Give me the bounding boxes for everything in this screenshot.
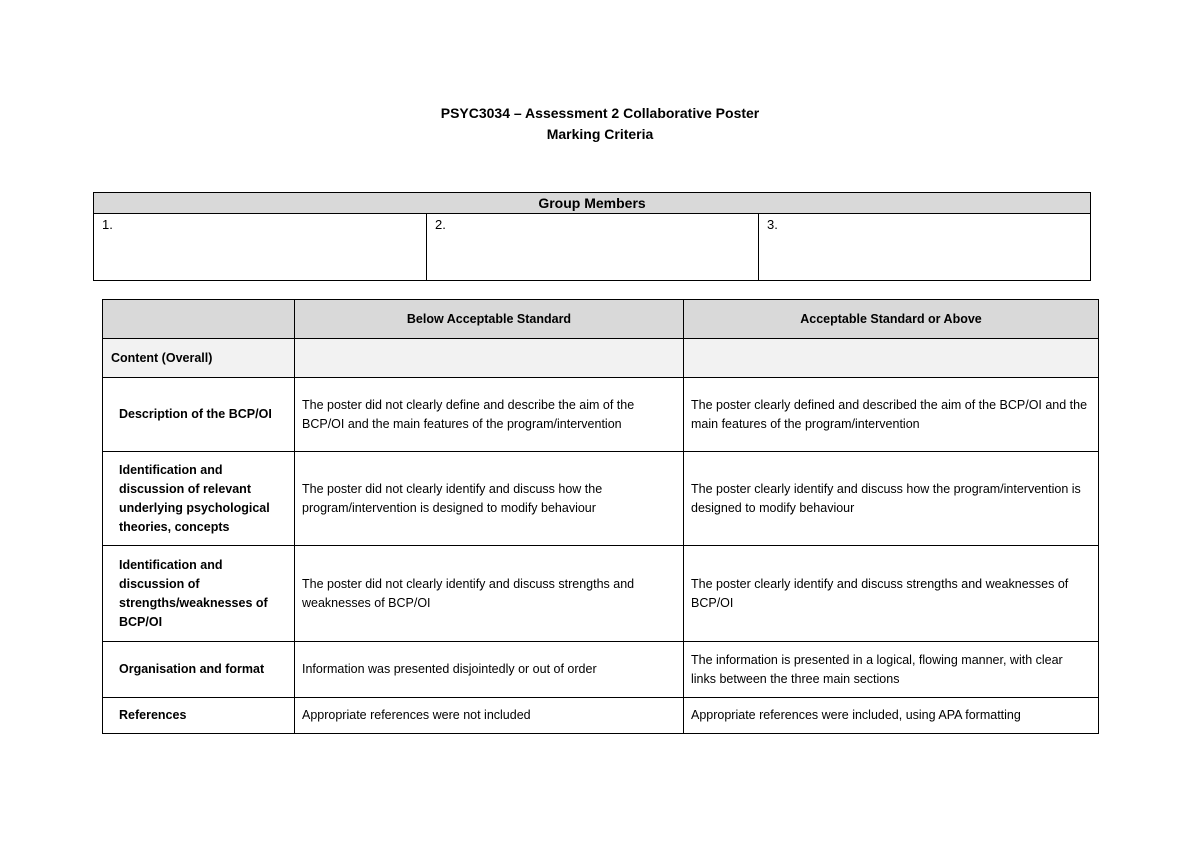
content-overall-below [295,339,684,378]
content-overall-label: Content (Overall) [103,339,295,378]
title-line-1: PSYC3034 – Assessment 2 Collaborative Poster [440,105,760,121]
above-standard-cell: The poster clearly identify and discuss strengths and weaknesses of BCP/OI [684,546,1099,642]
table-row [103,698,1099,734]
content-overall-above [684,339,1099,378]
content-overall-row [103,339,1099,378]
table-row [103,642,1099,698]
criteria-header-row [103,300,1099,339]
above-standard-cell: The information is presented in a logical, flowing manner, with clear links between the three main sections [684,642,1099,698]
member-slot-3[interactable]: 3. [759,214,1091,281]
column-header-below: Below Acceptable Standard [295,300,684,339]
title-line-2: Marking Criteria [546,126,654,142]
criterion-label: Identification and discussion of relevant underlying psychological theories, concepts [103,452,295,546]
criterion-label: Description of the BCP/OI [103,378,295,452]
criterion-label: Identification and discussion of strengths/weaknesses of BCP/OI [103,546,295,642]
document-title [0,103,1200,145]
member-slot-1[interactable]: 1. [94,214,427,281]
criterion-label: Organisation and format [103,642,295,698]
criteria-header-blank [103,300,295,339]
group-members-table [93,192,1091,281]
below-standard-cell: The poster did not clearly identify and discuss strengths and weaknesses of BCP/OI [295,546,684,642]
table-row [103,452,1099,546]
below-standard-cell: Appropriate references were not included [295,698,684,734]
above-standard-cell: Appropriate references were included, using APA formatting [684,698,1099,734]
table-row [103,378,1099,452]
above-standard-cell: The poster clearly identify and discuss how the program/intervention is designed to modify behaviour [684,452,1099,546]
marking-criteria-table [102,299,1099,734]
member-slot-2[interactable]: 2. [427,214,759,281]
above-standard-cell: The poster clearly defined and described the aim of the BCP/OI and the main features of the program/intervention [684,378,1099,452]
column-header-above: Acceptable Standard or Above [684,300,1099,339]
group-members-heading: Group Members [94,193,1091,214]
below-standard-cell: Information was presented disjointedly or out of order [295,642,684,698]
below-standard-cell: The poster did not clearly identify and discuss how the program/intervention is designed to modify behaviour [295,452,684,546]
below-standard-cell: The poster did not clearly define and describe the aim of the BCP/OI and the main features of the program/intervention [295,378,684,452]
table-row [103,546,1099,642]
criterion-label: References [103,698,295,734]
